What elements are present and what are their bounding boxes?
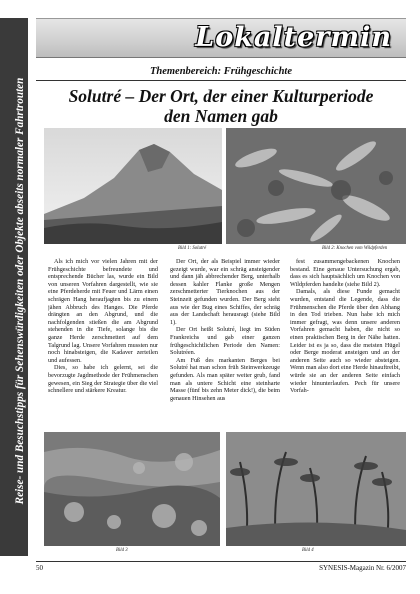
magazine-issue: SYNESIS-Magazin Nr. 6/2007: [319, 564, 406, 572]
section-banner: [36, 18, 406, 58]
divider: [36, 80, 406, 81]
paragraph: Dies, so habe ich gelernt, sei die bevorzugte Jagdmethode der Frühmenschen gewesen, ein Sieg der Strategie über die viel schnellere und stärkere Kreatur.: [48, 364, 158, 395]
bones-photo: [226, 128, 406, 244]
article-topic: Themenbereich: Frühgeschichte: [149, 66, 293, 77]
paragraph: Der Ort heißt Solutré, liegt im Süden Frankreichs und gab einer ganzen frühgeschichtlichen Periode den Namen: Solutréen.: [170, 326, 280, 357]
mountain-photo: [44, 128, 222, 244]
paragraph: Als ich mich vor vielen Jahren mit der Frühgeschichte befreundete und entsprechende Bücher las, wurde ein Bild von unseren Vorfahren dargestellt, wie sie eine Pferdeherde mit Feuer und Lärm einen schrägen Hang heraufjagten bis zu einem jähen Abbruch des Hanges. Die Pferde drängten an den Abgrund, und die nachfolgenden stießen die am Abgrund stehenden in die Tiefe, solange bis die ganze Herde zerschmettert auf dem Talgrund lag. Unsere Vorfahren mussten nur noch hinabsteigen, die Kadaver zerteilen und aufessen.: [48, 258, 158, 364]
text-column-3: [290, 258, 400, 430]
page-number: 50: [36, 564, 43, 572]
image-caption-4: Bild 4: [302, 548, 314, 553]
paragraph: fest zusammengebackenen Knochen bestand. Eine genaue Untersuchung ergab, dass es sich hauptsächlich um Knochen von Wildpferden handelte (siehe Bild 2).: [290, 258, 400, 288]
plants-photo: [226, 432, 406, 546]
image-caption-1: Bild 1: Solutré: [178, 246, 207, 251]
image-caption-3: Bild 3: [116, 548, 128, 553]
footer-divider: [36, 561, 406, 562]
paragraph: Damals, als diese Funde gemacht wurden, entstand die Legende, dass die Frühmenschen die Pferde über den Abhang in den Tod trieben. Nun habe ich mich immer gefragt, was denn unsere anderen Vorfahren gemacht haben, die nicht so einen praktischen Berg in der Nähe hatten. Leider ist es ja so, dass die meisten Hügel oder Berge moderat ansteigen und an der anderen Seite auch so wieder absteigen. Wenn man also dort eine Herde hinauftreibt, würde sie an der anderen Seite einfach wieder hinunterlaufen. Pech für unsere Vorfah-: [290, 288, 400, 395]
rocks-photo: [44, 432, 220, 546]
section-title: Lokaltermin: [195, 22, 392, 53]
sidebar-text: Reise- und Besuchstipps für Sehenswürdigkeiten oder Objekte abseits normaler Fahrtrouten: [14, 77, 26, 505]
paragraph: Am Fuß des markanten Berges bei Solutré hat man schon früh Steinwerkzeuge gefunden. Als man später weiter grub, fand man als untere Schicht eine steinharte Masse (fünf bis zehn Meter dick!), die beim genauen Hinsehen aus: [170, 356, 280, 402]
headline-line-1: Solutré – Der Ort, der einer Kulturperiode: [68, 86, 374, 106]
sidebar: [0, 18, 28, 556]
text-column-2: [170, 258, 280, 430]
article-headline: [36, 86, 406, 126]
image-caption-2: Bild 2: Knochen vom Wildpferden: [322, 246, 388, 251]
headline-line-2: den Namen gab: [164, 106, 278, 126]
text-column-1: [48, 258, 158, 430]
paragraph: Der Ort, der als Beispiel immer wieder gezeigt wurde, war ein schräg ansteigender und dann jäh abbrechender Berg, unterhalb dessen kahler Flanke große Mengen zerschmetterter Tierknochen aus der Steinzeit gefunden wurden. Der Berg sieht aus wie der Bug eines Schiffes, der schräg aus der Landschaft herausragt (siehe Bild 1).: [170, 258, 280, 326]
